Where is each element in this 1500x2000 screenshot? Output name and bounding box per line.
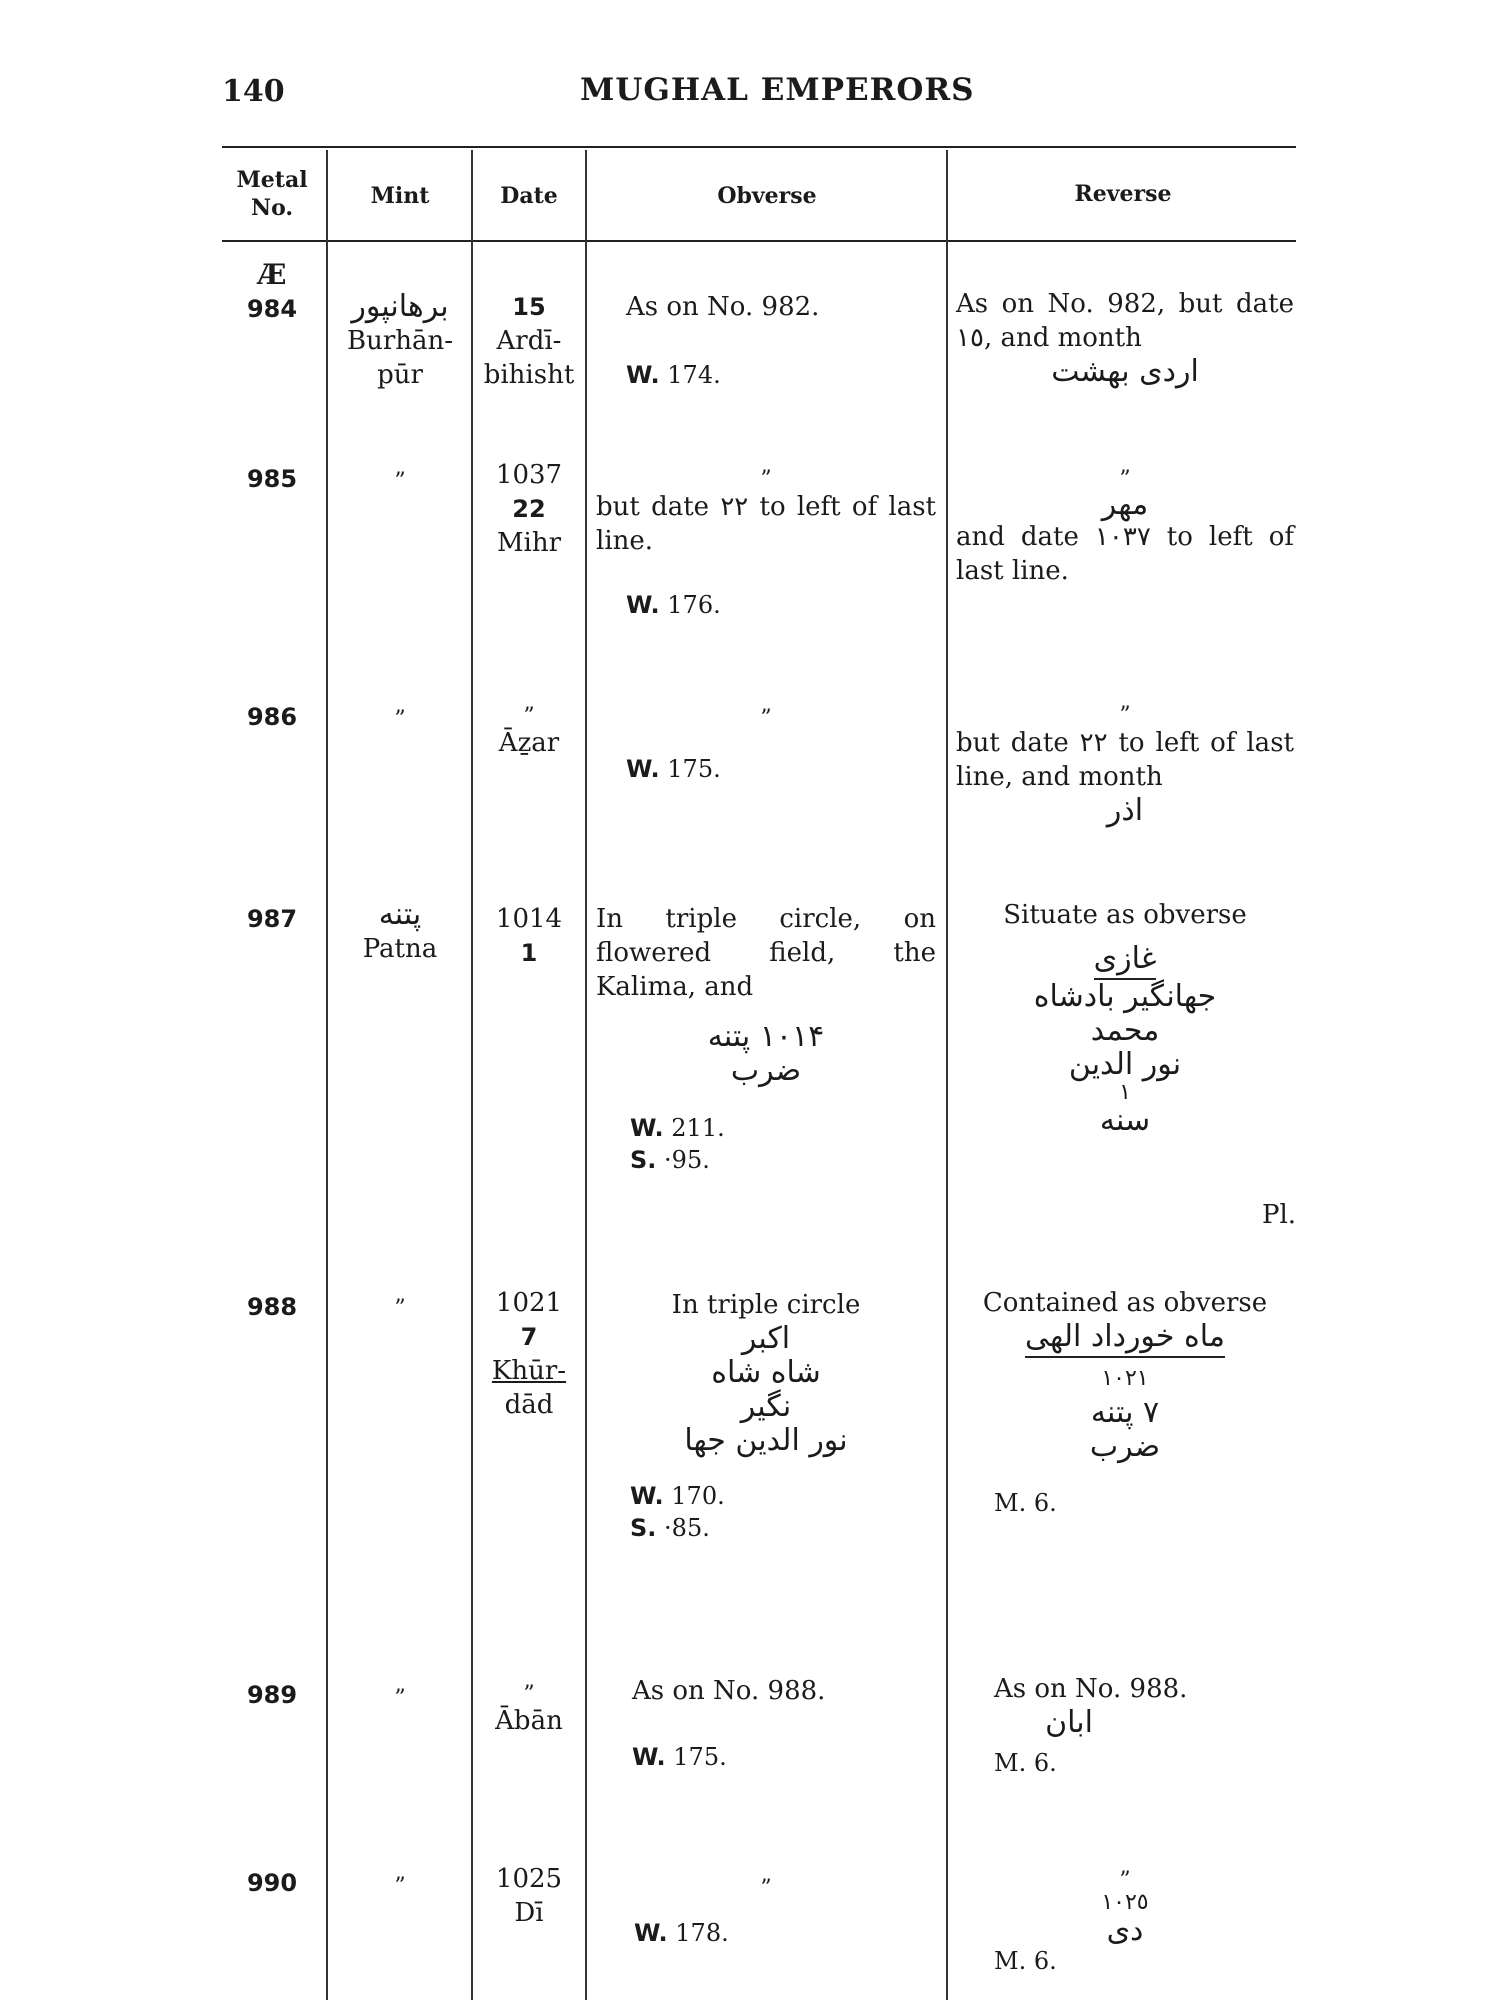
reverse-arabic xyxy=(956,942,1294,980)
col-head-obverse: Obverse xyxy=(717,183,817,209)
weight-value: 175. xyxy=(673,1743,727,1771)
obverse-cell xyxy=(596,1288,936,1544)
reverse-arabic-line: ١ xyxy=(1119,1080,1131,1105)
date-year: 1014 xyxy=(495,904,563,934)
obverse-cell xyxy=(632,1674,936,1774)
reverse-arabic-line: غازی xyxy=(1094,942,1157,980)
reverse-text: Situate as obverse xyxy=(1003,900,1247,930)
mint-ditto: ” xyxy=(394,1686,406,1711)
reverse-arabic-line: ١٠٢١ xyxy=(1101,1366,1149,1391)
obverse-text: but date ٢٢ to left of last line. xyxy=(596,492,936,556)
page-header xyxy=(0,70,1500,120)
w-label: W. xyxy=(632,1743,666,1771)
weight-value: 170. xyxy=(671,1482,725,1510)
w-label: W. xyxy=(634,1919,668,1947)
date-month: Āẕar xyxy=(498,728,560,758)
date-cell xyxy=(475,290,583,392)
reverse-ditto: ” xyxy=(1119,467,1131,492)
reverse-cell xyxy=(956,898,1294,1138)
reverse-arabic: اردی بهشت xyxy=(1051,354,1199,389)
mint-ditto: ” xyxy=(394,1296,406,1321)
reverse-text: As on No. 982, but date ١٥, and month xyxy=(956,289,1294,353)
date-ditto: ” xyxy=(523,704,535,729)
weight-ref xyxy=(634,1916,936,1950)
date-year: 1021 xyxy=(495,1288,563,1318)
w-label: W. xyxy=(626,755,660,783)
reverse-arabic: مهر xyxy=(1101,487,1149,522)
obverse-cell xyxy=(596,467,936,622)
mint-name: Burhān- xyxy=(346,326,454,356)
reverse-text: As on No. 988. xyxy=(994,1674,1188,1704)
weight-ref xyxy=(626,588,936,622)
reverse-arabic-line: جهانگیر بادشاه xyxy=(1033,979,1217,1014)
reverse-text: but date ٢٢ to left of last line, and month xyxy=(956,728,1294,792)
w-label: W. xyxy=(630,1114,664,1142)
coin-number: 990 xyxy=(246,1869,298,1897)
mint-ditto: ” xyxy=(394,707,406,732)
reverse-text: Contained as obverse xyxy=(982,1288,1268,1318)
sg-value: ·95. xyxy=(664,1146,710,1174)
reverse-arabic-line: ١٠٢٥ xyxy=(1101,1890,1149,1915)
date-day: 7 xyxy=(520,1323,538,1351)
reverse-cell xyxy=(956,703,1294,828)
date-cell xyxy=(475,1286,583,1422)
date-month: dād xyxy=(504,1390,554,1420)
page-number: 140 xyxy=(222,74,285,109)
weight-ref xyxy=(632,1740,936,1774)
reverse-cell xyxy=(956,1286,1294,1520)
column-divider xyxy=(326,150,328,2000)
coin-number: 988 xyxy=(246,1293,298,1321)
obverse-ditto: ” xyxy=(760,467,772,492)
reverse-arabic-line: دی xyxy=(1106,1913,1144,1948)
obverse-cell xyxy=(596,702,936,786)
coin-number: 989 xyxy=(246,1681,298,1709)
col-head-date: Date xyxy=(500,183,558,209)
w-label: W. xyxy=(626,591,660,619)
mint-cell xyxy=(330,290,470,392)
date-day: 1 xyxy=(520,939,538,967)
museum-ref: M. 6. xyxy=(994,1947,1057,1975)
mint-ditto: ” xyxy=(394,1874,406,1899)
weight-ref xyxy=(630,1112,936,1144)
reverse-arabic-line: ٧ پتنه xyxy=(1090,1395,1160,1430)
date-year: 15 xyxy=(512,293,546,321)
reverse-cell xyxy=(956,467,1294,588)
obverse-cell xyxy=(596,902,936,1176)
weight-value: 176. xyxy=(667,591,721,619)
weight-value: 211. xyxy=(671,1114,725,1142)
table-top-rule xyxy=(222,146,1296,148)
reverse-arabic-line: ماه خورداد الهی xyxy=(1025,1320,1225,1358)
reverse-arabic-line: ضرب xyxy=(1089,1429,1161,1464)
obverse-cell xyxy=(626,290,936,392)
obverse-arabic: ١٠١۴ پتنه xyxy=(707,1019,825,1054)
reverse-arabic: اذر xyxy=(1106,793,1144,828)
obverse-text: In triple circle xyxy=(671,1290,861,1320)
table-row xyxy=(222,258,322,326)
obverse-arabic: ضرب xyxy=(730,1053,802,1088)
reverse-arabic xyxy=(956,1320,1294,1358)
coin-number: 986 xyxy=(246,703,298,731)
s-label: S. xyxy=(630,1514,657,1542)
col-head-reverse: Reverse xyxy=(1074,181,1172,207)
reverse-arabic: ابان xyxy=(1045,1705,1093,1740)
date-cell xyxy=(475,902,583,970)
obverse-arabic-line: نگیر xyxy=(740,1389,792,1424)
reverse-text: and date ١٠٣٧ to left of last line. xyxy=(956,522,1294,586)
weight-value: 175. xyxy=(667,755,721,783)
date-month-part: Khūr- xyxy=(491,1356,567,1386)
obverse-text: As on No. 982. xyxy=(626,292,820,322)
weight-value: 174. xyxy=(667,361,721,389)
reverse-ditto: ” xyxy=(1119,1868,1131,1893)
coin-number: 985 xyxy=(246,465,298,493)
plate-reference: Pl. xyxy=(1262,1200,1297,1230)
metal-symbol: Æ xyxy=(257,258,287,291)
museum-ref: M. 6. xyxy=(994,1749,1057,1777)
w-label: W. xyxy=(630,1482,664,1510)
sg-value: ·85. xyxy=(664,1514,710,1542)
obverse-text: As on No. 988. xyxy=(632,1676,826,1706)
obverse-ditto: ” xyxy=(760,1876,772,1901)
date-cell xyxy=(475,1682,583,1738)
reverse-arabic-line: نور الدین xyxy=(1068,1047,1182,1082)
s-label: S. xyxy=(630,1146,657,1174)
specific-gravity-ref xyxy=(630,1512,936,1544)
weight-ref xyxy=(626,752,936,786)
obverse-cell xyxy=(596,1872,936,1950)
col-head-metal-no xyxy=(222,166,322,222)
date-year: 1025 xyxy=(495,1864,563,1894)
museum-ref: M. 6. xyxy=(994,1489,1057,1517)
date-month: Dī xyxy=(514,1898,544,1928)
date-month xyxy=(475,1354,583,1388)
col-head-metal: Metal xyxy=(236,167,308,193)
obverse-arabic-line: اکبر xyxy=(741,1321,791,1356)
header-bottom-rule xyxy=(222,240,1296,242)
date-month: Ardī- xyxy=(496,326,562,356)
reverse-cell xyxy=(956,287,1294,389)
mint-arabic: برهانپور xyxy=(351,289,449,324)
coin-number: 987 xyxy=(246,905,298,933)
column-divider xyxy=(946,150,948,2000)
w-label: W. xyxy=(626,361,660,389)
weight-ref xyxy=(630,1480,936,1512)
date-month: bihisht xyxy=(483,360,575,390)
date-cell xyxy=(475,704,583,760)
column-divider xyxy=(471,150,473,2000)
obverse-ditto: ” xyxy=(760,706,772,731)
mint-cell xyxy=(330,898,470,966)
weight-ref xyxy=(626,358,936,392)
weight-value: 178. xyxy=(675,1919,729,1947)
date-year: 1037 xyxy=(495,460,563,490)
date-cell xyxy=(475,1862,583,1930)
mint-arabic: پتنه xyxy=(378,897,422,932)
column-divider xyxy=(585,150,587,2000)
date-cell xyxy=(475,458,583,560)
mint-name: Patna xyxy=(362,934,438,964)
obverse-text: In triple circle, on flowered field, the Kalima, and xyxy=(596,904,936,1002)
date-ditto: ” xyxy=(523,1682,535,1707)
reverse-cell xyxy=(994,1672,1294,1780)
reverse-ditto: ” xyxy=(1119,703,1131,728)
mint-ditto: ” xyxy=(394,469,406,494)
obverse-arabic-line: نور الدین جها xyxy=(684,1423,848,1458)
col-head-no: No. xyxy=(250,195,294,221)
reverse-arabic-line: سنه xyxy=(1099,1103,1151,1138)
date-month: Ābān xyxy=(495,1706,563,1736)
running-title: MUGHAL EMPERORS xyxy=(580,72,975,108)
mint-name: pūr xyxy=(377,360,423,390)
date-month: Mihr xyxy=(496,528,562,558)
specific-gravity-ref xyxy=(630,1144,936,1176)
obverse-arabic-line: شاه شاه xyxy=(711,1355,821,1390)
reverse-arabic-line: محمد xyxy=(1090,1013,1160,1048)
reverse-cell xyxy=(956,1868,1294,1976)
coin-number: 984 xyxy=(246,295,298,323)
col-head-mint: Mint xyxy=(370,183,430,209)
date-day: 22 xyxy=(512,495,546,523)
